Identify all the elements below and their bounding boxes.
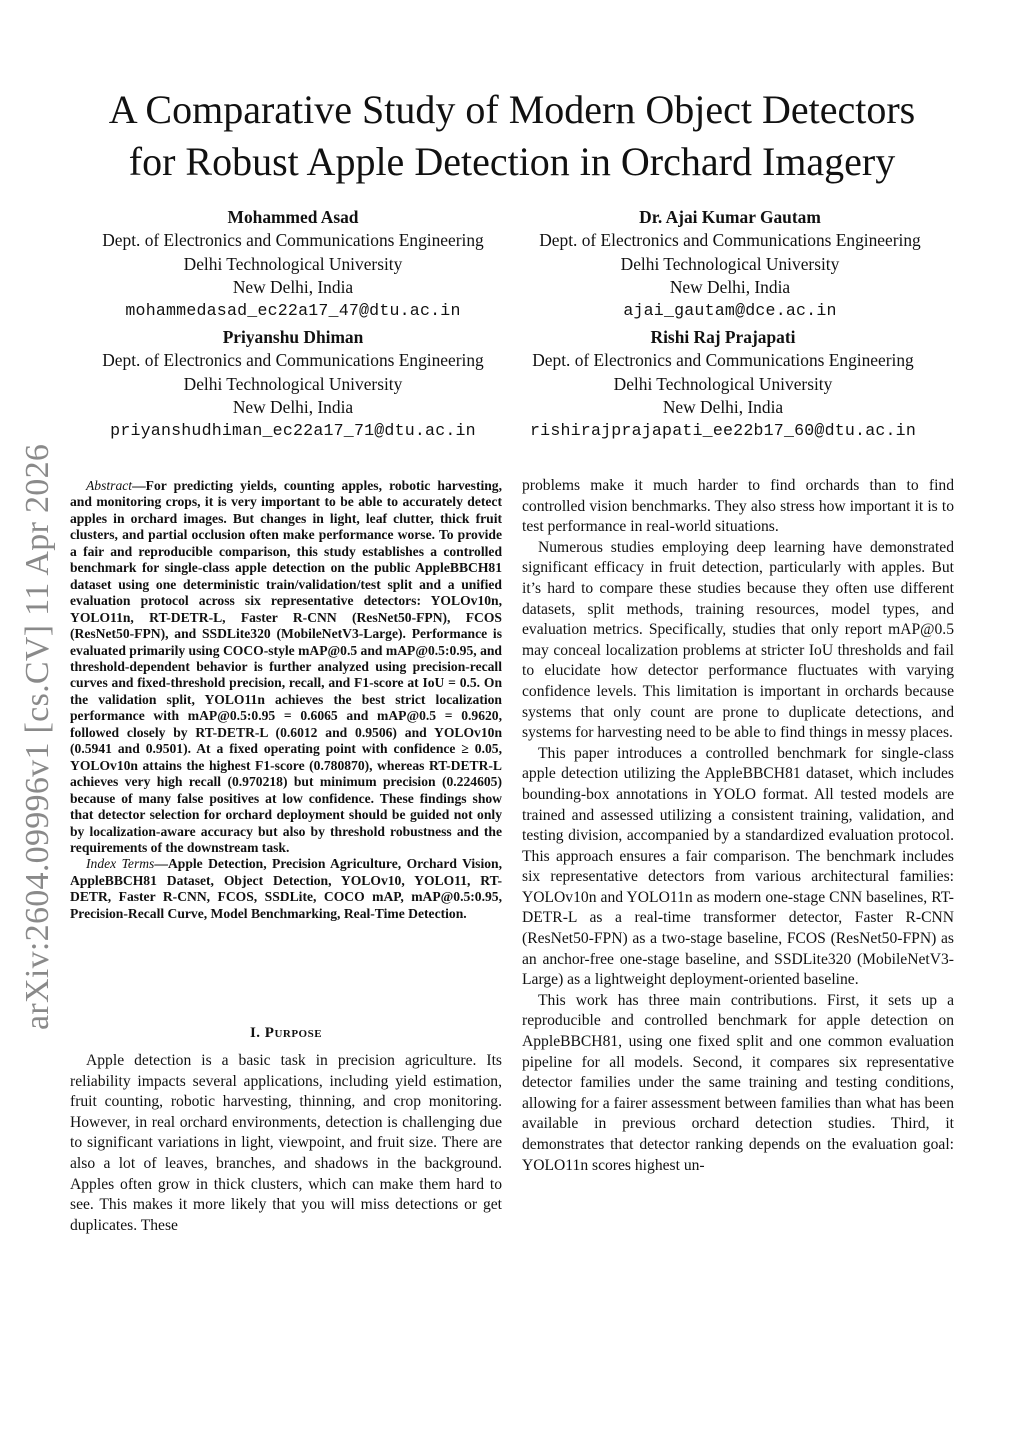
author-city: New Delhi, India <box>232 276 354 297</box>
paper-title <box>40 84 984 188</box>
author-university: Delhi Technological University <box>183 253 403 274</box>
author-university: Delhi Technological University <box>183 373 403 394</box>
index-terms: Index Terms—Apple Detection, Precision Agriculture, Orchard Vision, AppleBBCH81 Dataset, Object Detection, YOLOv10, YOLO11, RT-DETR, Faster R-CNN, FCOS, SSDLite, COCO mAP, mAP@0.5:0.95, Precision-Recall Curve, Model Benchmarking, Real-Time Detection. <box>70 856 502 921</box>
section-number: I. <box>249 1025 261 1041</box>
arxiv-identifier[interactable]: arXiv:2604.09996v1 [cs.CV] 11 Apr 2026 <box>19 443 56 1030</box>
abstract-paragraph: Abstract—For predicting yields, counting apples, robotic harvesting, and monitoring crops, it is very important to be able to accurately detect apples in orchard images. But changes in light, leaf clutter, thick fruit clusters, and partial occlusion often make performance worse. To provide a fair and reproducible comparison, this study establishes a controlled benchmark for single-class apple detection on the public AppleBBCH81 dataset using one deterministic train/validation/test split and a unified evaluation protocol across six representative detectors: YOLOv10n, YOLO11n, RT-DETR-L, Faster R-CNN (ResNet50-FPN), FCOS (ResNet50-FPN), and SSDLite320 (MobileNetV3-Large). Performance is evaluated primarily using COCO-style mAP@0.5 and mAP@0.5:0.95, and threshold-dependent behavior is further analyzed using precision-recall curves and fixed-threshold precision, recall, and F1-score at IoU = 0.5. On the validation split, YOLO11n achieves the best strict localization performance with mAP@0.5:0.95 = 0.6065 and mAP@0.5 = 0.9620, followed closely by RT-DETR-L (0.6012 and 0.9506) and YOLOv10n (0.5941 and 0.9501). At a fixed operating point with confidence ≥ 0.05, YOLOv10n attains the highest F1-score (0.780870), whereas RT-DETR-L achieves very high recall (0.970218) but minimum precision (0.224605) because of many false positives at low confidence. These findings show that detector selection for orchard deployment should be guided not only by localization-aware accuracy but also by threshold robustness and the requirements of the downstream task. <box>70 478 502 855</box>
author-university: Delhi Technological University <box>620 253 840 274</box>
section-title: Purpose <box>264 1025 323 1041</box>
body-paragraph: Numerous studies employing deep learning have demonstrated significant efficacy in fruit detection, particularly with apples. But it’s hard to compare these studies because they often use different datasets, split methods, training resources, model types, and evaluation metrics. Specifically, studies that only report mAP@0.5 may conceal localization problems at stricter IoU thresholds and fail to elucidate how detector performance fluctuates with varying confidence levels. This limitation is important in orchards because systems that only count are prone to duplicate detections, and systems for harvesting need to be able to find things in messy places. <box>522 538 954 742</box>
author-block <box>483 326 963 442</box>
abstract-text: For predicting yields, counting apples, robotic harvesting, and monitoring crops, it is very important to be able to accurately detect apples in orchard images. But changes in light, leaf clutter, thick fruit clusters, and partial occlusion often make performance worse. To provide a fair and reproducible comparison, this study establishes a controlled benchmark for single-class apple detection on the public AppleBBCH81 dataset using one deterministic train/validation/test split and a unified evaluation protocol across six representative detectors: YOLOv10n, YOLO11n, RT-DETR-L, Faster R-CNN (ResNet50-FPN), FCOS (ResNet50-FPN), and SSDLite320 (MobileNetV3-Large). Performance is evaluated primarily using COCO-style mAP@0.5 and mAP@0.5:0.95, and threshold-dependent behavior is further analyzed using precision-recall curves and fixed-threshold precision, recall, and F1-score at IoU = 0.5. On the validation split, YOLO11n achieves the best strict localization performance with mAP@0.5:0.95 = 0.6065 and mAP@0.5 = 0.9620, followed closely by RT-DETR-L (0.6012 and 0.9506) and YOLOv10n (0.5941 and 0.9501). At a fixed operating point with confidence ≥ 0.05, YOLOv10n attains the highest F1-score (0.780870), whereas RT-DETR-L achieves very high recall (0.970218) but minimum precision (0.224605) because of many false positives at low confidence. These findings show that detector selection for orchard deployment should be guided not only by localization-aware accuracy but also by threshold robustness and the requirements of the downstream task. <box>70 478 502 855</box>
author-dept: Dept. of Electronics and Communications Engineering <box>102 350 484 371</box>
author-dept: Dept. of Electronics and Communications Engineering <box>102 230 484 251</box>
author-email[interactable]: priyanshudhiman_ec22a17_71@dtu.ac.in <box>110 421 476 441</box>
author-name: Dr. Ajai Kumar Gautam <box>639 207 821 227</box>
author-city: New Delhi, India <box>662 396 784 417</box>
left-column-body <box>70 1051 502 1236</box>
author-name: Mohammed Asad <box>227 207 359 227</box>
index-terms-label: Index Terms <box>86 856 155 872</box>
author-email[interactable]: ajai_gautam@dce.ac.in <box>623 301 837 321</box>
title-line-1: A Comparative Study of Modern Object Detectors <box>108 87 916 132</box>
right-column-body <box>522 476 954 1176</box>
author-name: Priyanshu Dhiman <box>222 327 364 347</box>
title-line-2: for Robust Apple Detection in Orchard Imagery <box>128 139 896 184</box>
index-terms-text: Apple Detection, Precision Agriculture, Orchard Vision, AppleBBCH81 Dataset, Object Detection, YOLOv10, YOLO11, RT-DETR, Faster R-CNN, FCOS, SSDLite, COCO mAP, mAP@0.5:0.95, Precision-Recall Curve, Model Benchmarking, Real-Time Detection. <box>70 856 502 921</box>
body-paragraph: Apple detection is a basic task in precision agriculture. Its reliability impacts several applications, including yield estimation, fruit counting, robotic harvesting, thinning, and crop monitoring. However, in real orchard environments, detection is challenging due to significant variations in light, viewpoint, and fruit size. There are also a lot of leaves, branches, and shadows in the background. Apples often grow in thick clusters, which can make them hard to see. This makes it more likely that you will miss detections or get duplicates. These <box>70 1052 502 1234</box>
author-email[interactable]: rishirajprajapati_ee22b17_60@dtu.ac.in <box>530 421 916 441</box>
body-paragraph: problems make it much harder to find orchards than to find controlled vision benchmarks. They also stress how important it is to test performance in real-world situations. <box>522 477 954 536</box>
author-city: New Delhi, India <box>232 396 354 417</box>
author-university: Delhi Technological University <box>613 373 833 394</box>
author-email[interactable]: mohammedasad_ec22a17_47@dtu.ac.in <box>125 301 461 321</box>
author-dept: Dept. of Electronics and Communications Engineering <box>539 230 921 251</box>
body-paragraph: This work has three main contributions. First, it sets up a reproducible and controlled benchmark for apple detection on AppleBBCH81, using one fixed split and one common evaluation pipeline for all models. Second, it compares six representative detector families under the same training and testing conditions, allowing for a fairer assessment between families than what has been available in previous orchard detection studies. Third, it demonstrates that detector ranking depends on the evaluation goal: YOLO11n scores highest un- <box>522 991 954 1174</box>
author-name: Rishi Raj Prajapati <box>650 327 796 347</box>
section-heading <box>70 1025 502 1042</box>
author-block <box>53 206 533 322</box>
author-block <box>490 206 970 322</box>
author-block <box>53 326 533 442</box>
body-paragraph: This paper introduces a controlled benchmark for single-class apple detection utilizing the AppleBBCH81 dataset, which includes bounding-box annotations in YOLO format. All tested models are trained and assessed utilizing a consistent training, validation, and testing division, accompanied by a standardized evaluation protocol. This approach ensures a fair comparison. The benchmark includes six representative detectors from various architectural families: YOLOv10n and YOLO11n as modern one-stage CNN baselines, RT-DETR-L as a real-time transformer detector, Faster R-CNN (ResNet50-FPN) as a two-stage baseline, FCOS (ResNet50-FPN) as an anchor-free one-stage baseline, and SSDLite320 (MobileNetV3-Large) as a lightweight deployment-oriented baseline. <box>522 744 954 989</box>
author-city: New Delhi, India <box>669 276 791 297</box>
author-dept: Dept. of Electronics and Communications Engineering <box>532 350 914 371</box>
abstract-label: Abstract <box>86 478 133 493</box>
abstract <box>70 478 502 922</box>
